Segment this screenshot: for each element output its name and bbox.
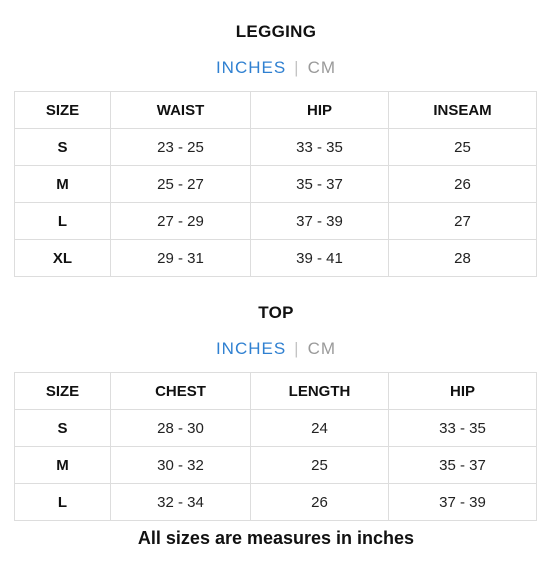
legging-header-row — [15, 92, 537, 129]
inseam-cell: 27 — [389, 203, 537, 240]
legging-header-size: SIZE — [15, 92, 111, 129]
length-cell: 24 — [251, 410, 389, 447]
top-unit-separator: | — [294, 339, 300, 358]
chest-cell: 32 - 34 — [111, 484, 251, 521]
waist-cell: 23 - 25 — [111, 129, 251, 166]
top-title: TOP — [258, 303, 294, 322]
legging-header-hip: HIP — [251, 92, 389, 129]
chest-cell: 30 - 32 — [111, 447, 251, 484]
top-header-hip: HIP — [389, 373, 537, 410]
legging-unit-separator: | — [294, 58, 300, 77]
top-header-chest: CHEST — [111, 373, 251, 410]
legging-unit-cm[interactable]: CM — [307, 58, 337, 77]
hip-cell: 39 - 41 — [251, 240, 389, 277]
top-unit-cm[interactable]: CM — [307, 339, 337, 358]
sizes-footnote: All sizes are measures in inches — [137, 528, 415, 548]
table-row — [15, 410, 537, 447]
length-cell: 25 — [251, 447, 389, 484]
table-row — [15, 129, 537, 166]
size-cell: M — [15, 447, 111, 484]
legging-header-inseam: INSEAM — [389, 92, 537, 129]
size-cell: L — [15, 203, 111, 240]
table-row — [15, 484, 537, 521]
legging-unit-inches[interactable]: INCHES — [215, 58, 287, 77]
waist-cell: 27 - 29 — [111, 203, 251, 240]
table-row — [15, 240, 537, 277]
legging-header-waist: WAIST — [111, 92, 251, 129]
top-unit-toggle — [0, 339, 552, 359]
table-row — [15, 447, 537, 484]
legging-title: LEGGING — [235, 22, 317, 41]
inseam-cell: 28 — [389, 240, 537, 277]
legging-size-table — [14, 91, 537, 277]
waist-cell: 29 - 31 — [111, 240, 251, 277]
hip-cell: 33 - 35 — [251, 129, 389, 166]
hip-cell: 35 - 37 — [389, 447, 537, 484]
inseam-cell: 25 — [389, 129, 537, 166]
top-header-length: LENGTH — [251, 373, 389, 410]
table-row — [15, 166, 537, 203]
size-cell: S — [15, 410, 111, 447]
hip-cell: 37 - 39 — [251, 203, 389, 240]
top-header-size: SIZE — [15, 373, 111, 410]
waist-cell: 25 - 27 — [111, 166, 251, 203]
top-unit-inches[interactable]: INCHES — [215, 339, 287, 358]
size-cell: S — [15, 129, 111, 166]
hip-cell: 33 - 35 — [389, 410, 537, 447]
size-cell: M — [15, 166, 111, 203]
top-size-table — [14, 372, 537, 521]
table-row — [15, 203, 537, 240]
chest-cell: 28 - 30 — [111, 410, 251, 447]
size-cell: XL — [15, 240, 111, 277]
size-cell: L — [15, 484, 111, 521]
hip-cell: 37 - 39 — [389, 484, 537, 521]
legging-unit-toggle — [0, 58, 552, 78]
top-header-row — [15, 373, 537, 410]
length-cell: 26 — [251, 484, 389, 521]
inseam-cell: 26 — [389, 166, 537, 203]
hip-cell: 35 - 37 — [251, 166, 389, 203]
